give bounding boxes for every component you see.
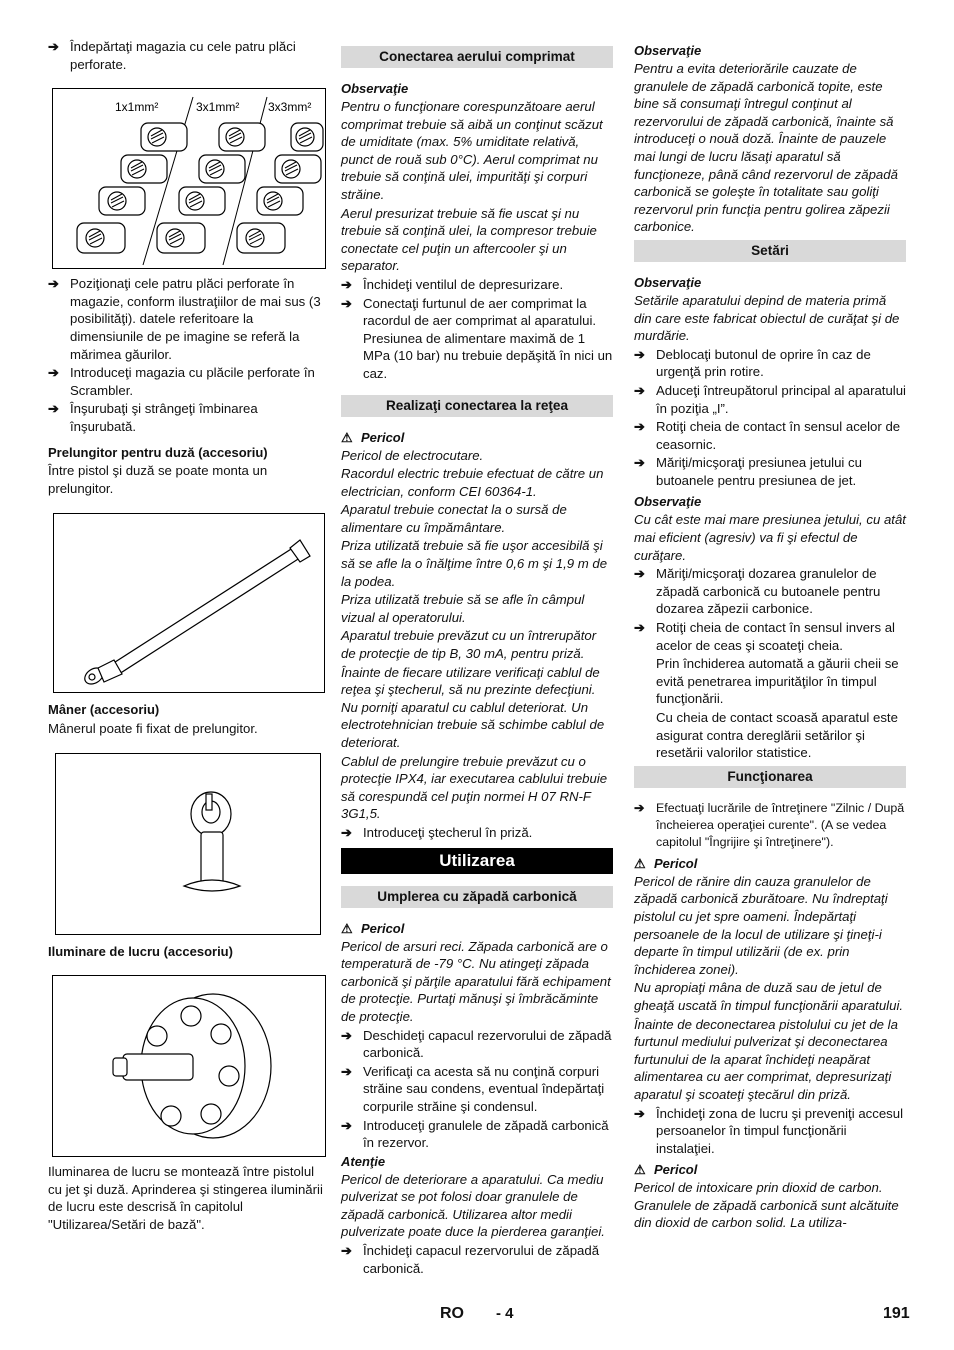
heading-mains: Realizaţi conectarea la reţea xyxy=(341,395,613,417)
column-middle xyxy=(341,38,613,1278)
footer-page-number: 191 xyxy=(883,1305,910,1322)
note-label: Observaţie xyxy=(634,274,702,290)
op-danger-2: Nu apropiaţi mâna de duză sau de jetul de gheaţă uscată în timpul funcţionării aparatului. xyxy=(634,980,904,1013)
arrow-right-icon: ➔ xyxy=(341,295,353,311)
arrow-right-icon: ➔ xyxy=(341,1243,353,1259)
note-air: Pentru o funcţionare corespunzătoare aerul comprimat trebuie să aibă un conţinut scăzut de umiditate (max. 5% umiditate relativă, punct de rouă sub 0°C). Aerul comprimat nu trebuie să conţină ulei, impurităţi şi corpuri străine. xyxy=(341,99,603,202)
warning-triangle-icon: ⚠ xyxy=(634,1162,646,1178)
step-remove-key-cont-2: Cu cheia de contact scoasă aparatul este asigurat contra dereglării setărilor şi resetării valorilor statistice. xyxy=(656,710,898,761)
arrow-right-icon: ➔ xyxy=(341,1117,353,1133)
arrow-right-icon: ➔ xyxy=(48,401,60,417)
text-handle: Mânerul poate fi fixat de prelungitor. xyxy=(48,720,258,736)
note-settings: Setările aparatului depind de materia primă din care este fabricat obiectul de curăţat şi de murdărie. xyxy=(634,292,900,344)
work-light-illustration xyxy=(53,976,325,1156)
figure-handle xyxy=(55,753,321,935)
arrow-right-icon: ➔ xyxy=(48,276,60,292)
arrow-right-icon: ➔ xyxy=(341,1027,353,1043)
arrow-right-icon: ➔ xyxy=(634,620,646,636)
op-danger-1: Pericol de rănire din cauza granulelor de zăpadă carbonică zburătoare. Nu îndreptaţi pistolul cu jet spre oameni. Îndepărtaţi persoanele de la locul de utilizare şi ţineţi-i departe în timpul utilizării (de ex. prin închiderea zonei). xyxy=(634,873,888,977)
warning-triangle-icon: ⚠ xyxy=(341,429,353,445)
column-right xyxy=(634,38,906,1233)
step-close-lid: ➔ Închideţi capacul rezervorului de zăpadă carbonică. xyxy=(341,1243,600,1276)
danger-label: ⚠ Pericol xyxy=(341,429,405,445)
step-screw-joint: ➔ Înşurubaţi şi strângeţi îmbinarea înşurubată. xyxy=(48,401,258,434)
arrow-right-icon: ➔ xyxy=(634,455,646,471)
arrow-right-icon: ➔ xyxy=(634,346,646,362)
step-pressure: ➔ Măriţi/micşoraţi presiunea jetului cu butoanele pentru presiunea de jet. xyxy=(634,455,862,488)
warning-triangle-icon: ⚠ xyxy=(341,920,353,936)
step-remove-magazine: ➔ Îndepărtaţi magazia cu cele patru plăci perforate. xyxy=(48,39,296,72)
note-air-dry: Aerul presurizat trebuie să fie uscat şi nu trebuie să conţină ulei, la compresor trebuie conectate cel puţin un aftercooler şi un separator. xyxy=(341,205,597,274)
arrow-right-icon: ➔ xyxy=(48,365,60,381)
arrow-right-icon: ➔ xyxy=(341,1063,353,1079)
step-plug-in: ➔ Introduceţi ştecherul în priză. xyxy=(341,824,533,840)
arrow-right-icon: ➔ xyxy=(634,382,646,398)
step-position-plates: ➔ Poziţionaţi cele patru plăci perforate în magazie, conform ilustraţiilor de mai sus (3 posibilităţi). datele referitoare la dimensiunile de pe imagine se referă la mărimea găurilor. xyxy=(48,276,321,362)
step-main-switch: ➔ Aduceţi întreupătorul principal al aparatului în poziţia „I”. xyxy=(634,382,906,416)
arrow-right-icon: ➔ xyxy=(634,1105,646,1121)
label-3x3: 3x3mm² xyxy=(268,100,312,115)
subheading-work-light: Iluminare de lucru (accesoriu) xyxy=(48,943,233,959)
note-label: Observaţie xyxy=(341,81,409,96)
step-dosage: ➔ Măriţi/micşoraţi dozarea granulelor de zăpadă carbonică cu butoanele pentru dozarea zăpezii carbonice. xyxy=(634,566,881,617)
heading-fill-dry-ice: Umplerea cu zăpadă carbonică xyxy=(341,886,613,908)
danger-label: ⚠ Pericol xyxy=(634,855,698,871)
arrow-right-icon: ➔ xyxy=(634,419,646,435)
subheading-extension: Prelungitor pentru duză (accesoriu) xyxy=(48,444,268,460)
caution-label: Atenţie xyxy=(341,1153,386,1169)
mains-para-5: Priza utilizată trebuie să se afle în câmpul vizual al operatorului. xyxy=(341,592,585,625)
step-remove-key-cont-1: Prin închiderea automată a găurii cheii se evită penetrarea impurităţilor în timpul funcţionării. xyxy=(656,656,899,707)
step-close-valve: ➔ Închideţi ventilul de depresurizare. xyxy=(341,276,564,292)
arrow-right-icon: ➔ xyxy=(634,566,646,582)
arrow-right-icon: ➔ xyxy=(341,276,353,292)
heading-compressed-air: Conectarea aerului comprimat xyxy=(341,46,613,68)
text-extension: Între pistol şi duză se poate monta un prelungitor. xyxy=(48,463,268,496)
fill-caution-text: Pericol de deteriorare a aparatului. Ca mediu pulverizat se pot folosi doar granulele de zăpadă carbonică. Utilizarea altor medii pulverizate poate duce la pierderea garanţiei. xyxy=(341,1171,605,1240)
step-check-foreign: ➔ Verificaţi ca acesta să nu conţină corpuri străine sau condens, eventual îndepărtaţi corpurile străine şi condensul. xyxy=(341,1063,605,1114)
label-3x1: 3x1mm² xyxy=(196,100,240,115)
mains-para-4: Priza utilizată trebuie să fie uşor accesibilă şi să se afle la o înălţime între 0,6 m şi 1,9 m de la podea. xyxy=(341,538,608,589)
figure-extension xyxy=(53,513,325,693)
step-emergency-button: ➔ Deblocaţi butonul de oprire în caz de urgenţă prin rotire. xyxy=(634,346,871,380)
column-left xyxy=(48,38,326,1234)
danger-label: ⚠ Pericol xyxy=(634,1162,698,1178)
heading-settings: Setări xyxy=(634,240,906,262)
figure-perforated-plates xyxy=(52,88,326,269)
handle-illustration xyxy=(56,754,320,934)
mains-para-6: Aparatul trebuie prevăzut cu un întrerupător de protecţie de tip B, 30 mA, pentru priză. xyxy=(341,628,597,662)
step-turn-key: ➔ Rotiţi cheia de contact în sensul acelor de ceasornic. xyxy=(634,419,901,452)
arrow-right-icon: ➔ xyxy=(634,800,645,815)
danger-label: ⚠ Pericol xyxy=(341,920,405,936)
note-pressure: Cu cât este mai mare presiunea jetului, cu atât mai eficient (agresiv) va fi şi efectul de curăţare. xyxy=(634,512,906,563)
step-insert-magazine: ➔ Introduceţi magazia cu plăcile perforate în Scrambler. xyxy=(48,365,315,398)
note-label: Observaţie xyxy=(634,43,702,58)
note-top: Pentru a evita deteriorările cauzate de granulele de zăpadă carbonică topite, este bine să consumaţi întregul conţinut al rezervorului de zăpadă carbonică, înainte să introduceţi o nouă doză. Înainte de pauzele mai lungi de lucru lăsaţi aparatul să funcţioneze, până când rezervorul de zăpadă carbonică se goleşte în totalitate sau goliţi rezervorul prin funcţia pentru golirea zăpezii carbonice. xyxy=(634,61,898,235)
heading-operation: Funcţionarea xyxy=(634,766,906,788)
step-close-area: ➔ Închideţi zona de lucru şi preveniţi accesul persoanelor în timpul funcţionării instalaţiei. xyxy=(634,1105,904,1156)
fill-danger-text: Pericol de arsuri reci. Zăpada carbonică are o temperatură de -79 °C. Nu atingeţi zăpada carbonică şi părţile aparatului fără echipament de protecţie. Purtaţi mănuşi şi îmbrăcăminte de protecţie. xyxy=(341,938,611,1024)
final-danger: Pericol de intoxicare prin dioxid de carbon. Granulele de zăpadă carbonică sunt alcătuite din dioxid de carbon solid. La utiliza- xyxy=(634,1180,899,1231)
extension-illustration xyxy=(54,514,324,692)
step-insert-pellets: ➔ Introduceţi granulele de zăpadă carbonică în rezervor. xyxy=(341,1117,609,1151)
step-connect-hose: ➔ Conectaţi furtunul de aer comprimat la racordul de aer comprimat al aparatului. Presiunea de alimentare maximă de 1 MPa (10 bar) nu trebuie depăşită în nici un caz. xyxy=(341,295,613,381)
mains-para-1: Pericol de electrocutare. xyxy=(341,447,484,463)
mains-para-7: Înainte de fiecare utilizare verificaţi cablul de reţea şi ştecherul, să nu prezinte defecţiuni. Nu porniţi aparatul cu cablul deteriorat. Un electrotehnician trebuie să schimbe cablul de deteriorat. xyxy=(341,664,605,750)
perforated-plates-illustration xyxy=(53,89,325,268)
label-1x1: 1x1mm² xyxy=(115,100,159,115)
figure-work-light xyxy=(52,975,326,1157)
footer-page-small: - 4 xyxy=(496,1305,514,1322)
step-remove-key: ➔ Rotiţi cheia de contact în sensul invers al acelor de ceas şi scoateţi cheia. xyxy=(634,620,895,653)
note-label: Observaţie xyxy=(634,494,702,510)
arrow-right-icon: ➔ xyxy=(341,824,353,840)
mains-para-2: Racordul electric trebuie efectuat de către un electrician, conform CEI 60364-1. xyxy=(341,466,604,499)
mains-para-8: Cablul de prelungire trebuie prevăzut cu o protecţie IPX4, iar executarea cablului trebuie să corespundă cel puţin normei H 07 RN-F 3G1,5. xyxy=(341,753,608,822)
step-maintenance: ➔ Efectuaţi lucrările de întreţinere "Zilnic / După încheierea operaţiei curente". (A se vedea capitolul "Îngrijire şi întreţinere"). xyxy=(634,800,905,849)
subheading-handle: Mâner (accesoriu) xyxy=(48,702,160,718)
warning-triangle-icon: ⚠ xyxy=(634,855,646,871)
step-open-lid: ➔ Deschideţi capacul rezervorului de zăpadă carbonică. xyxy=(341,1027,612,1061)
mains-para-3: Aparatul trebuie conectat la o sursă de alimentare cu împământare. xyxy=(341,502,567,535)
footer-lang: RO xyxy=(440,1305,464,1322)
text-work-light: Iluminarea de lucru se montează între pistolul cu jet şi duză. Aprinderea şi stingerea iluminării de lucru este descrisă în capitolul "Utilizarea/Setări de bază". xyxy=(48,1164,323,1232)
arrow-right-icon: ➔ xyxy=(48,39,60,54)
heading-usage: Utilizarea xyxy=(341,848,613,874)
op-danger-3: Înainte de deconectarea pistolului cu jet de la furtunul mediului pulverizat şi deconectarea furtunului de la aparat închideţi neapărat alimentarea cu aer comprimat, depresurizaţi aparatul şi scoateţi ştecărul din priză. xyxy=(634,1016,898,1102)
